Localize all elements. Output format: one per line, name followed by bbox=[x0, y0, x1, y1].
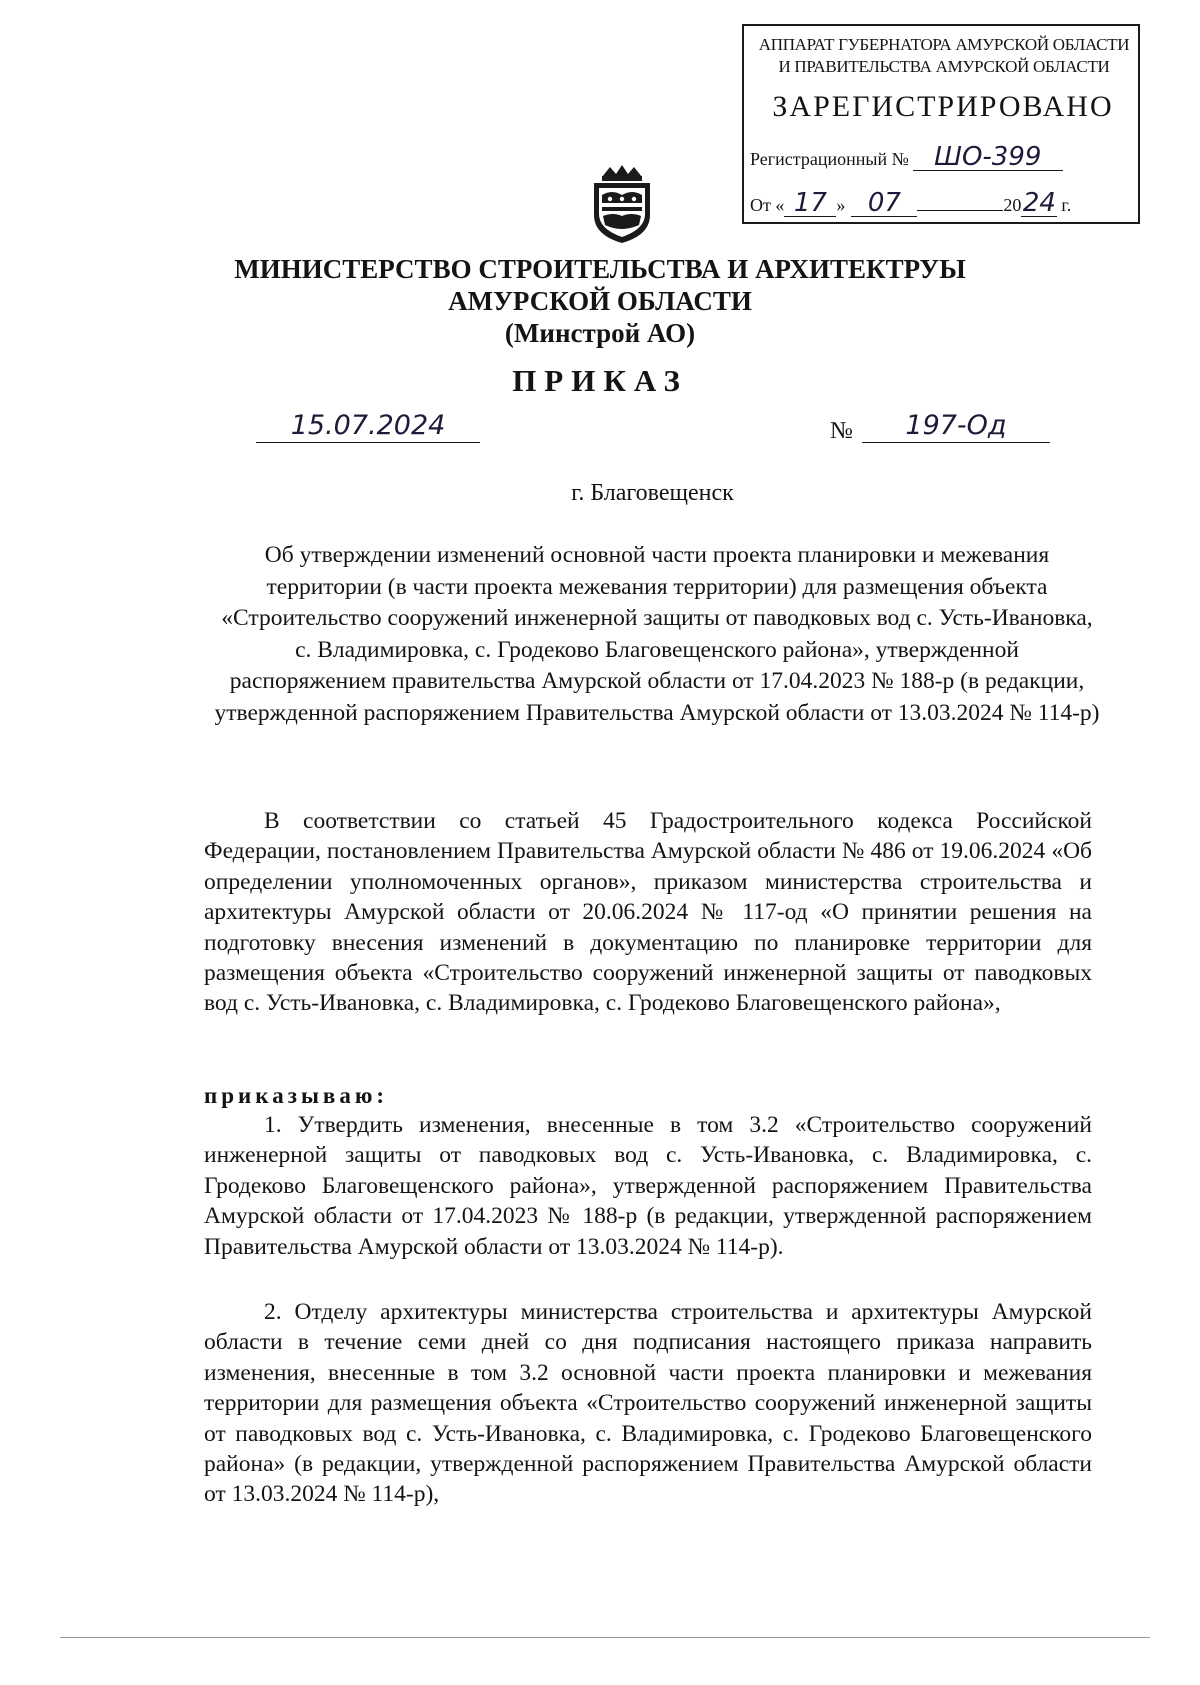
stamp-org-line-1: АППАРАТ ГУБЕРНАТОРА АМУРСКОЙ ОБЛАСТИ bbox=[758, 35, 1130, 54]
stamp-date-row bbox=[750, 190, 1134, 217]
ministry-line-1: МИНИСТЕРСТВО СТРОИТЕЛЬСТВА И АРХИТЕКТРУЫ bbox=[234, 254, 966, 284]
order-subject: Об утверждении изменений основной части проекта планировки и межевания территории (в части проекта межевания территории) для размещения объекта «Строительство сооружений инженерной защиты от паводковых вод с. Усть-Ивановка, с. Владимировка, с. Гродеково Благовещенского района», утвержденной распоряжением правительства Амурской области от 17.04.2023 № 188-р (в редакции, утвержденной распоряжением Правительства Амурской области от 13.03.2024 № 114-р) bbox=[214, 542, 1100, 726]
stamp-organization bbox=[754, 34, 1134, 78]
registration-stamp bbox=[742, 24, 1140, 224]
stamp-reg-label: Регистрационный № bbox=[750, 149, 909, 169]
order-item-1: 1. Утвердить изменения, внесенные в том 3.2 «Строительство сооружений инженерной защиты от паводковых вод с. Усть-Ивановка, с. Владимировка, с. Гродеково Благовещенского района», утвержденной распоряжением Правительства Амурской области от 17.04.2023 № 188-р (в редакции, утвержденной распоряжением Правительства Амурской области от 13.03.2024 № 114-р). bbox=[204, 1112, 1092, 1260]
order-item-2: 2. Отделу архитектуры министерства строительства и архитектуры Амурской области в течение семи дней со дня подписания настоящего приказа направить изменения, внесенные в том 3.2 основной части проекта планировки и межевания территории для размещения объекта «Строительство сооружений инженерной защиты от паводковых вод с. Усть-Ивановка, с. Владимировка, с. Гродеково Благовещенского района» (в редакции, утвержденной распоряжением Правительства Амурской области от 13.03.2024 № 114-р), bbox=[204, 1299, 1092, 1508]
order-word: приказываю: bbox=[204, 1083, 389, 1108]
stamp-registration-row bbox=[750, 144, 1063, 171]
document-type-title: ПРИКАЗ bbox=[512, 363, 688, 398]
order-number: 197-Од bbox=[862, 410, 1050, 443]
stamp-org-line-2: И ПРАВИТЕЛЬСТВА АМУРСКОЙ ОБЛАСТИ bbox=[778, 57, 1110, 76]
stamp-month: 07 bbox=[851, 190, 917, 217]
stamp-year-prefix: 20 bbox=[1003, 195, 1022, 215]
page-bottom-rule bbox=[60, 1637, 1150, 1638]
preamble-paragraph: В соответствии со статьей 45 Градостроительного кодекса Российской Федерации, постановлением Правительства Амурской области № 486 от 19.06.2024 «Об определении уполномоченных органов», приказом министерства строительства и архитектуры Амурской области от 20.06.2024 № 117-од «О принятии решения на подготовку внесения изменений в документацию по планировке территории для размещения объекта «Строительство сооружений инженерной защиты от паводковых вод с. Усть-Ивановка, с. Владимировка, с. Гродеково Благовещенского района», bbox=[204, 808, 1092, 1017]
stamp-day: 17 bbox=[784, 190, 836, 217]
stamp-mid-quote: » bbox=[836, 195, 846, 215]
stamp-year-suffix: 24 bbox=[1022, 188, 1056, 218]
stamp-year-unit: г. bbox=[1061, 195, 1072, 215]
coat-of-arms-icon bbox=[588, 163, 656, 245]
ministry-abbreviation: (Минстрой АО) bbox=[504, 318, 696, 348]
ministry-header bbox=[0, 253, 1200, 349]
order-number-sign: № bbox=[830, 418, 853, 444]
ministry-line-2: АМУРСКОЙ ОБЛАСТИ bbox=[448, 286, 752, 316]
city-name: г. Благовещенск bbox=[571, 480, 734, 506]
stamp-from-label: От « bbox=[750, 195, 785, 215]
order-date: 15.07.2024 bbox=[256, 410, 480, 443]
stamp-status: ЗАРЕГИСТРИРОВАНО bbox=[772, 90, 1114, 123]
stamp-reg-number: ШО-399 bbox=[913, 144, 1063, 171]
